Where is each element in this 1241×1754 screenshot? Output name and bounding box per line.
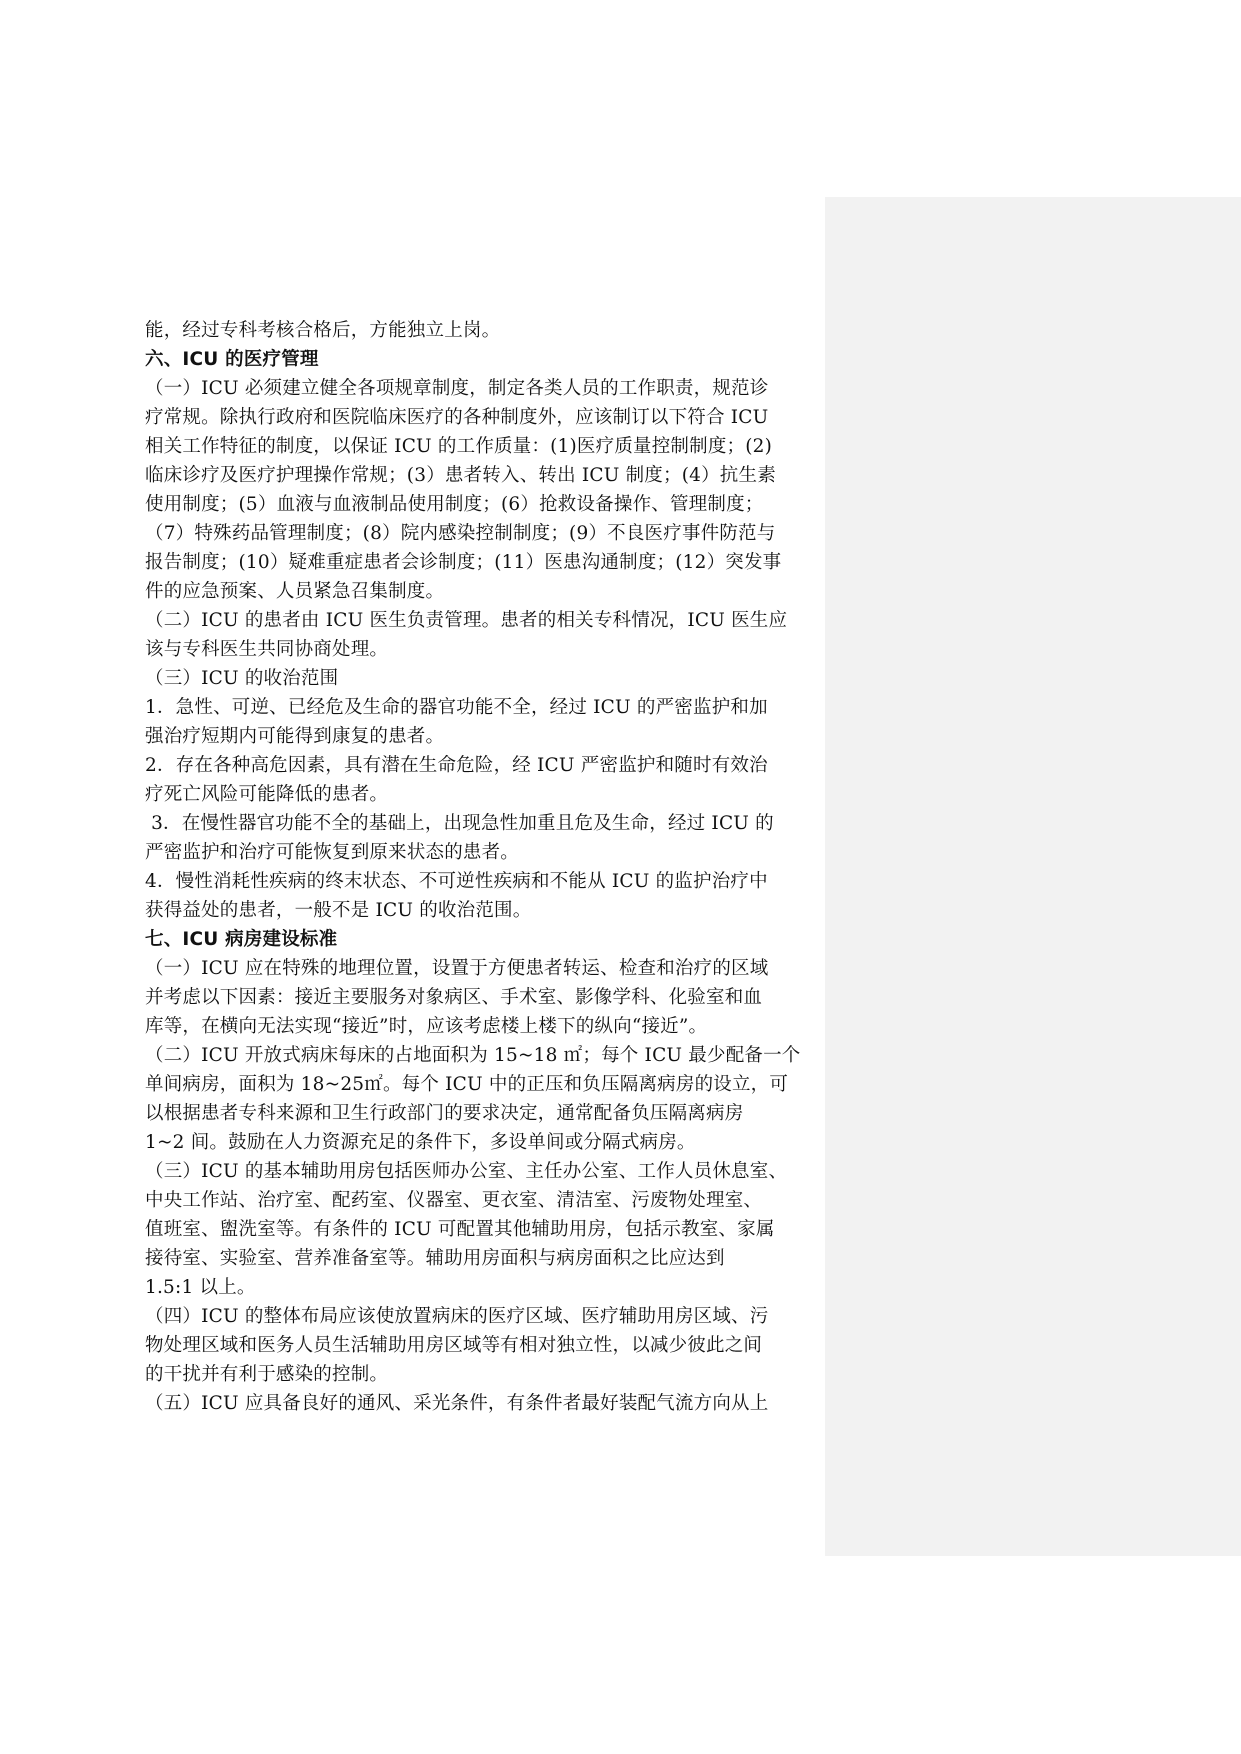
text-line: 报告制度；(10）疑难重症患者会诊制度；(11）医患沟通制度；(12）突发事 (145, 552, 782, 573)
text-line: 并考虑以下因素：接近主要服务对象病区、手术室、影像学科、化验室和血 (145, 987, 763, 1008)
document-body (145, 316, 817, 1418)
text-line: 严密监护和治疗可能恢复到原来状态的患者。 (145, 842, 520, 863)
text-line: （二）ICU 的患者由 ICU 医生负责管理。患者的相关专科情况，ICU 医生应 (145, 610, 788, 631)
text-line: 强治疗短期内可能得到康复的患者。 (145, 726, 445, 747)
text-line: 1．急性、可逆、已经危及生命的器官功能不全，经过 ICU 的严密监护和加 (145, 697, 768, 718)
text-line: 中央工作站、治疗室、配药室、仪器室、更衣室、清洁室、污废物处理室、 (145, 1190, 763, 1211)
text-line: （一）ICU 必须建立健全各项规章制度，制定各类人员的工作职责，规范诊 (145, 378, 769, 399)
text-line: 疗常规。除执行政府和医院临床医疗的各种制度外，应该制订以下符合 ICU (145, 407, 769, 428)
text-line: 件的应急预案、人员紧急召集制度。 (145, 581, 445, 602)
text-line: （二）ICU 开放式病床每床的占地面积为 15~18 ㎡；每个 ICU 最少配备一个 (145, 1045, 801, 1066)
text-line: 以根据患者专科来源和卫生行政部门的要求决定，通常配备负压隔离病房 (145, 1103, 744, 1124)
section-heading: 七、ICU 病房建设标准 (145, 929, 338, 950)
section-heading: 六、ICU 的医疗管理 (145, 349, 319, 370)
text-line: 使用制度；(5）血液与血液制品使用制度；(6）抢救设备操作、管理制度； (145, 494, 764, 515)
text-line: 1.5:1 以上。 (145, 1277, 256, 1298)
text-line: （三）ICU 的收治范围 (145, 668, 339, 689)
text-line: 2．存在各种高危因素，具有潜在生命危险，经 ICU 严密监护和随时有效治 (145, 755, 768, 776)
text-line: 的干扰并有利于感染的控制。 (145, 1364, 389, 1385)
text-line: 3．在慢性器官功能不全的基础上，出现急性加重且危及生命，经过 ICU 的 (145, 813, 774, 834)
text-line: （一）ICU 应在特殊的地理位置，设置于方便患者转运、检查和治疗的区域 (145, 958, 769, 979)
text-line: （三）ICU 的基本辅助用房包括医师办公室、主任办公室、工作人员休息室、 (145, 1161, 788, 1182)
text-line: （五）ICU 应具备良好的通风、采光条件，有条件者最好装配气流方向从上 (145, 1393, 769, 1414)
text-line: 物处理区域和医务人员生活辅助用房区域等有相对独立性，以减少彼此之间 (145, 1335, 763, 1356)
text-line: 4．慢性消耗性疾病的终末状态、不可逆性疾病和不能从 ICU 的监护治疗中 (145, 871, 768, 892)
text-line: 能，经过专科考核合格后，方能独立上岗。 (145, 320, 501, 341)
text-line: 单间病房，面积为 18~25㎡。每个 ICU 中的正压和负压隔离病房的设立，可 (145, 1074, 789, 1095)
text-line: 值班室、盥洗室等。有条件的 ICU 可配置其他辅助用房，包括示教室、家属 (145, 1219, 775, 1240)
comment-pane (825, 197, 1241, 1556)
text-line: 临床诊疗及医疗护理操作常规；(3）患者转入、转出 ICU 制度；(4）抗生素 (145, 465, 776, 486)
text-line: 相关工作特征的制度，以保证 ICU 的工作质量：(1)医疗质量控制制度；(2) (145, 436, 773, 457)
text-line: 获得益处的患者，一般不是 ICU 的收治范围。 (145, 900, 532, 921)
text-line: 库等，在横向无法实现“接近”时，应该考虑楼上楼下的纵向“接近”。 (145, 1016, 708, 1037)
text-line: （7）特殊药品管理制度；(8）院内感染控制制度；(9）不良医疗事件防范与 (145, 523, 776, 544)
text-line: （四）ICU 的整体布局应该使放置病床的医疗区域、医疗辅助用房区域、污 (145, 1306, 769, 1327)
text-line: 1~2 间。鼓励在人力资源充足的条件下，多设单间或分隔式病房。 (145, 1132, 696, 1153)
text-line: 该与专科医生共同协商处理。 (145, 639, 389, 660)
text-line: 疗死亡风险可能降低的患者。 (145, 784, 389, 805)
text-line: 接待室、实验室、营养准备室等。辅助用房面积与病房面积之比应达到 (145, 1248, 725, 1269)
